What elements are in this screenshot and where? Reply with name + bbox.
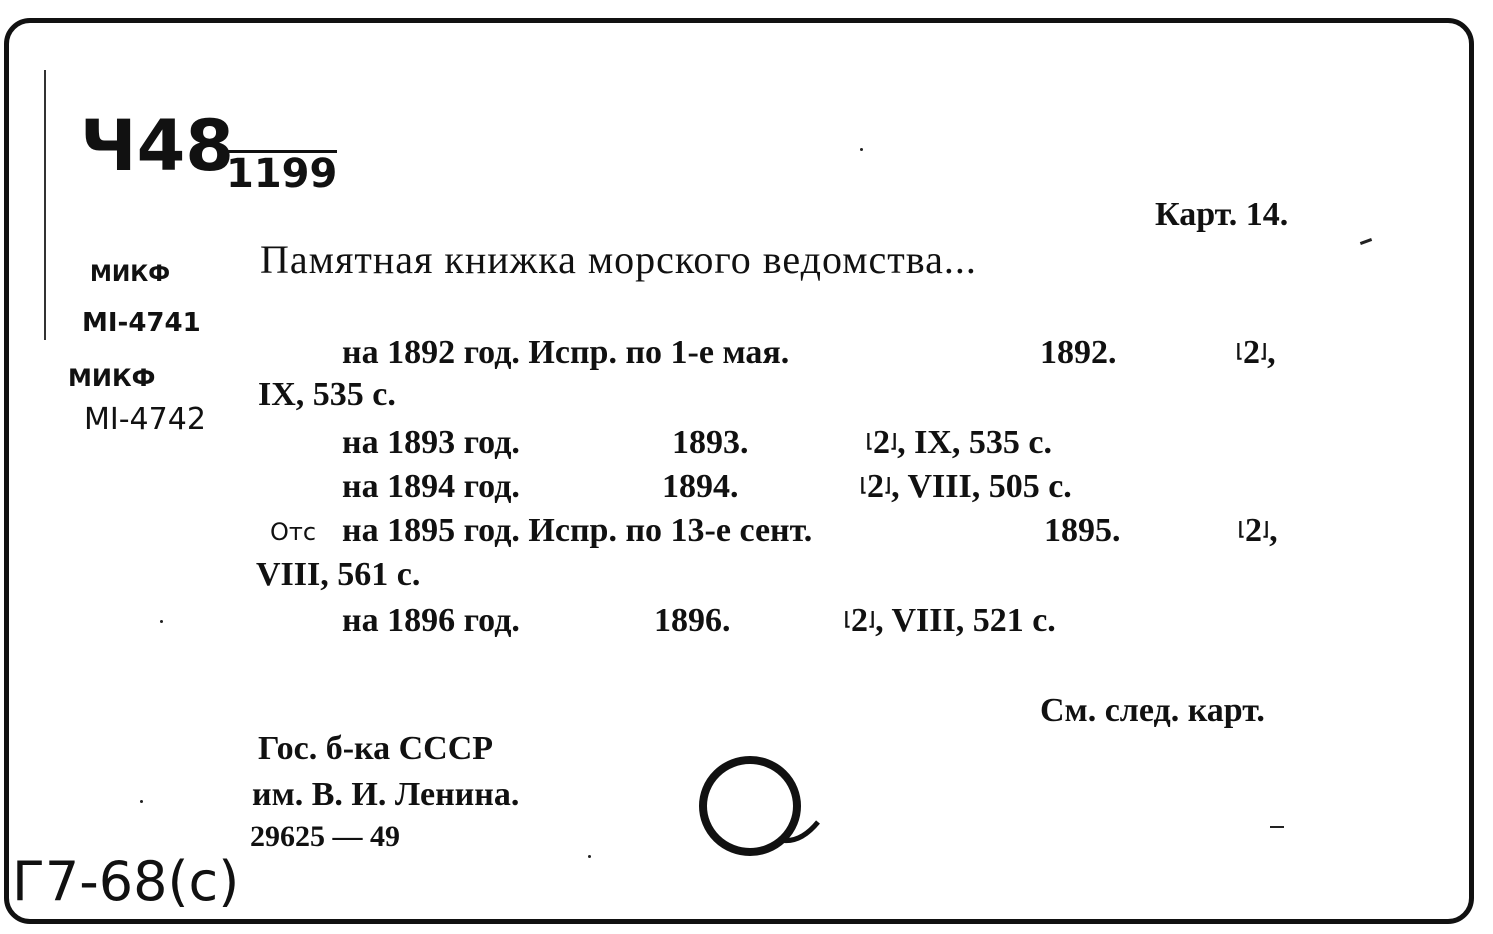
library-line1: Гос. б-ка СССР [258,730,494,767]
entry-1895-line1: на 1895 год. Испр. по 13-е сент. [342,512,813,549]
entry-1896-rest: , VIII, 521 с. [875,602,1056,639]
note-2-label: МИКФ [68,364,156,392]
speck [588,855,591,858]
entry-1893-year: 1893. [672,424,749,461]
entry-1894-year: 1894. [662,468,739,505]
note-1-label: МИКФ [90,262,171,287]
bottom-code: Г7-68(с) [12,850,240,913]
entry-1895-vol-value: 2 [1245,512,1263,549]
entry-1895-line2: VIII, 561 с. [256,556,421,593]
entry-1893-vol: ⌊2⌋, IX, 535 с. [866,424,1052,461]
circle-mark-icon [690,752,830,872]
note-1-code: МІ-4741 [82,308,201,338]
entry-1892-vol: ⌊2⌋, [1236,334,1276,371]
entry-1894-rest: , VIII, 505 с. [891,468,1072,505]
speck [860,148,863,151]
speck [160,620,163,623]
shelfmark-main: Ч48 [80,105,234,187]
entry-1894-vol-value: 2 [867,468,885,505]
entry-1893-vol-value: 2 [873,424,891,461]
card-number: Карт. 14. [1155,196,1289,233]
speck [1270,826,1284,828]
entry-1892-year: 1892. [1040,334,1117,371]
note-2-code: МІ-4742 [84,402,206,437]
library-line2: им. В. И. Ленина. [252,776,520,813]
card-title: Памятная книжка морского ведомства... [260,237,977,282]
entry-1896-vol-value: 2 [851,602,869,639]
entry-1895-year: 1895. [1044,512,1121,549]
entry-1895-vol: ⌊2⌋, [1238,512,1278,549]
shelfmark-sub: 1199 [226,151,338,197]
print-number: 29625 — 49 [250,820,400,853]
entry-1892-line1: на 1892 год. Испр. по 1-е мая. [342,334,790,371]
speck [140,800,143,803]
entry-1896-line1: на 1896 год. [342,602,520,639]
margin-rule [44,70,46,340]
entry-1894-line1: на 1894 год. [342,468,520,505]
entry-1893-rest: , IX, 535 с. [897,424,1052,461]
entry-1892-vol-value: 2 [1243,334,1261,371]
entry-1892-line2: IX, 535 с. [258,376,396,413]
entry-1896-vol: ⌊2⌋, VIII, 521 с. [844,602,1056,639]
entry-1893-line1: на 1893 год. [342,424,520,461]
entry-1896-year: 1896. [654,602,731,639]
entry-1894-vol: ⌊2⌋, VIII, 505 с. [860,468,1072,505]
note-otc: Отс [270,518,317,546]
see-next-card: См. след. карт. [1040,692,1265,729]
